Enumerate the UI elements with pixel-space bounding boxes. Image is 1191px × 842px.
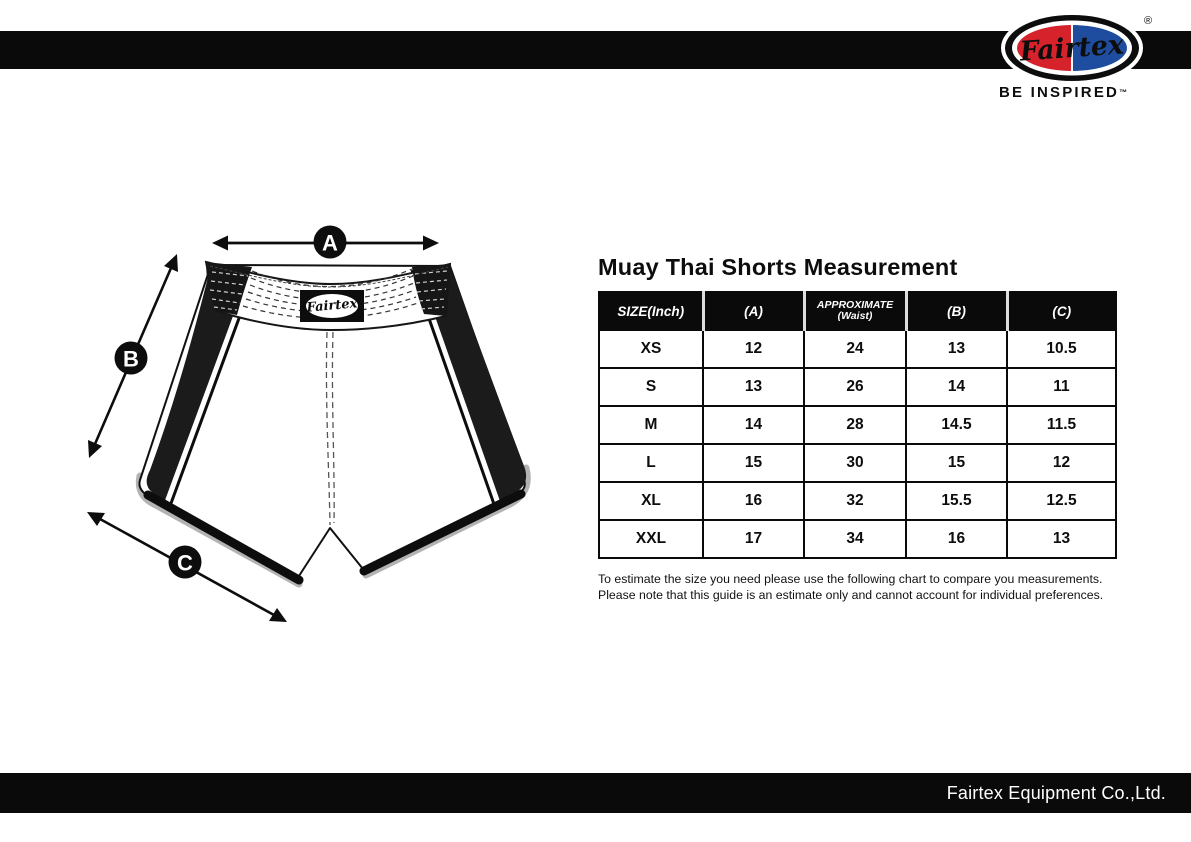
col-header-size-label: SIZE(Inch) <box>617 303 685 319</box>
c-cell: 11.5 <box>1007 406 1116 444</box>
waistband-label-text: Fairtex <box>306 296 358 316</box>
measurement-panel <box>598 254 1123 603</box>
col-header-b <box>906 292 1007 330</box>
col-header-size <box>599 292 703 330</box>
size-cell: S <box>599 368 703 406</box>
sizing-note-line2: Please note that this guide is an estimate only and cannot account for individual preferences. <box>598 588 1104 602</box>
col-header-waist <box>804 292 906 330</box>
sizing-note <box>598 571 1123 603</box>
fairtex-logo-script: Fairtex <box>1018 29 1127 68</box>
trademark-icon: ™ <box>1119 88 1128 97</box>
col-header-a-label: (A) <box>744 303 763 319</box>
col-header-b-label: (B) <box>947 303 966 319</box>
waist-cell: 24 <box>804 330 906 368</box>
waist-cell: 32 <box>804 482 906 520</box>
b-cell: 14 <box>906 368 1007 406</box>
brand-tagline <box>999 84 1155 101</box>
registered-trademark-icon: ® <box>1144 15 1153 27</box>
a-cell: 12 <box>703 330 804 368</box>
page-title: Muay Thai Shorts Measurement <box>598 254 958 280</box>
a-cell: 13 <box>703 368 804 406</box>
b-cell: 13 <box>906 330 1007 368</box>
waist-cell: 34 <box>804 520 906 558</box>
size-cell: M <box>599 406 703 444</box>
measure-c-letter: C <box>177 550 193 576</box>
b-cell: 15.5 <box>906 482 1007 520</box>
c-cell: 12 <box>1007 444 1116 482</box>
a-cell: 14 <box>703 406 804 444</box>
waist-cell: 28 <box>804 406 906 444</box>
size-cell: XS <box>599 330 703 368</box>
table-row <box>599 444 1116 482</box>
col-header-waist-sublabel: (Waist) <box>837 310 873 322</box>
c-cell: 11 <box>1007 368 1116 406</box>
b-cell: 15 <box>906 444 1007 482</box>
c-cell: 10.5 <box>1007 330 1116 368</box>
waist-cell: 30 <box>804 444 906 482</box>
size-table-header-row <box>599 292 1116 330</box>
arrowhead-icon <box>423 236 439 251</box>
measure-a-letter: A <box>322 230 338 256</box>
waist-cell: 26 <box>804 368 906 406</box>
c-cell: 13 <box>1007 520 1116 558</box>
company-name: Fairtex Equipment Co.,Ltd. <box>946 782 1166 803</box>
brand-tagline-text: BE INSPIRED <box>999 84 1120 101</box>
measure-a-badge <box>314 226 347 259</box>
a-cell: 16 <box>703 482 804 520</box>
measure-b-badge <box>115 342 148 375</box>
col-header-a <box>703 292 804 330</box>
table-row <box>599 482 1116 520</box>
measure-b-letter: B <box>123 346 139 372</box>
waistband-brand-label <box>300 290 364 322</box>
fairtex-logo <box>993 6 1158 110</box>
size-cell: XXL <box>599 520 703 558</box>
size-cell: L <box>599 444 703 482</box>
table-row <box>599 368 1116 406</box>
b-cell: 16 <box>906 520 1007 558</box>
shorts-diagram <box>60 208 560 628</box>
col-header-c-label: (C) <box>1052 303 1072 319</box>
table-row <box>599 330 1116 368</box>
table-row <box>599 520 1116 558</box>
arrowhead-icon <box>212 236 228 251</box>
size-cell: XL <box>599 482 703 520</box>
size-table <box>598 291 1117 559</box>
b-cell: 14.5 <box>906 406 1007 444</box>
col-header-c <box>1007 292 1116 330</box>
measure-c-badge <box>169 546 202 579</box>
a-cell: 15 <box>703 444 804 482</box>
a-cell: 17 <box>703 520 804 558</box>
c-cell: 12.5 <box>1007 482 1116 520</box>
sizing-note-line1: To estimate the size you need please use the following chart to compare you measurements. <box>598 572 1103 586</box>
footer-bar <box>0 773 1191 813</box>
table-row <box>599 406 1116 444</box>
col-header-waist-label: APPROXIMATE <box>816 299 894 311</box>
